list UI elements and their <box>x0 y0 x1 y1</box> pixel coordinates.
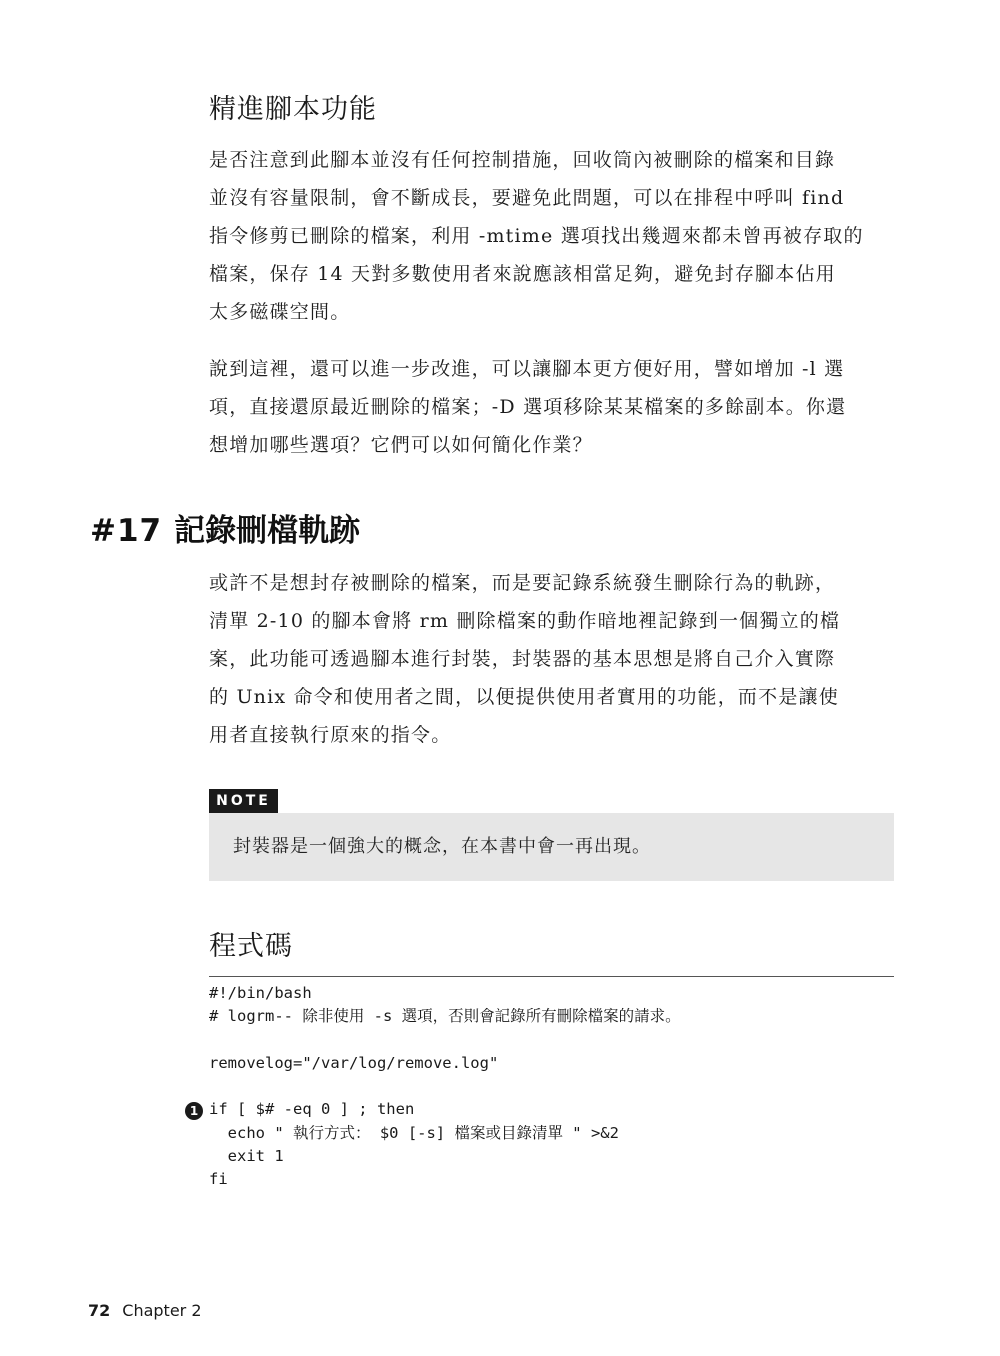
code-listing <box>209 982 894 1192</box>
code-line-blank <box>209 1029 894 1052</box>
code-line: fi <box>209 1170 228 1189</box>
note-box <box>209 813 894 881</box>
code-line: echo " 執行方式： $0 [-s] 檔案或目錄清單 " >&2 <box>209 1123 619 1142</box>
subsection-title: 精進腳本功能 <box>209 94 377 125</box>
text-line: 項，直接還原最近刪除的檔案；-D 選項移除某某檔案的多餘副本。你還 <box>209 396 847 418</box>
text-line: 是否注意到此腳本並沒有任何控制措施，回收筒內被刪除的檔案和目錄 <box>209 149 836 171</box>
section-number: #17 <box>90 513 163 549</box>
text-line: 清單 2-10 的腳本會將 rm 刪除檔案的動作暗地裡記錄到一個獨立的檔 <box>209 610 841 632</box>
divider <box>209 976 894 977</box>
text-line: 案，此功能可透過腳本進行封裝，封裝器的基本思想是將自己介入實際 <box>209 648 836 670</box>
text-line: 的 Unix 命令和使用者之間，以便提供使用者實用的功能，而不是讓使 <box>209 686 839 708</box>
callout-marker: 1 <box>185 1102 203 1120</box>
text-line: 指令修剪已刪除的檔案，利用 -mtime 選項找出幾週來都未曾再被存取的 <box>209 225 864 247</box>
paragraph-section-intro <box>209 564 894 754</box>
text-line: 太多磁碟空間。 <box>209 301 351 323</box>
page-number: 72 <box>88 1301 111 1320</box>
code-section-title: 程式碼 <box>209 931 293 962</box>
code-line: removelog="/var/log/remove.log" <box>209 1053 499 1072</box>
code-line: #!/bin/bash <box>209 984 312 1002</box>
text-line: 並沒有容量限制，會不斷成長，要避免此問題，可以在排程中呼叫 find <box>209 187 845 209</box>
code-line-blank <box>209 1075 894 1098</box>
paragraph-improve-1 <box>209 141 894 331</box>
code-line: if [ $# -eq 0 ] ; then <box>209 1100 415 1119</box>
text-line: 想增加哪些選項？它們可以如何簡化作業？ <box>209 434 593 456</box>
section-heading <box>90 511 360 551</box>
note-text: 封裝器是一個強大的概念，在本書中會一再出現。 <box>233 836 651 857</box>
section-title: 記錄刪檔軌跡 <box>174 513 361 549</box>
page-footer <box>88 1299 202 1323</box>
chapter-label: Chapter 2 <box>122 1301 202 1320</box>
paragraph-improve-2 <box>209 350 894 464</box>
code-line: exit 1 <box>209 1147 284 1166</box>
code-line: # logrm-- 除非使用 -s 選項，否則會記錄所有刪除檔案的請求。 <box>209 1007 681 1026</box>
text-line: 或許不是想封存被刪除的檔案，而是要記錄系統發生刪除行為的軌跡， <box>209 572 836 594</box>
text-line: 說到這裡，還可以進一步改進，可以讓腳本更方便好用，譬如增加 -l 選 <box>209 358 845 380</box>
note-label: NOTE <box>209 789 278 813</box>
text-line: 用者直接執行原來的指令。 <box>209 724 452 746</box>
text-line: 檔案，保存 14 天對多數使用者來說應該相當足夠，避免封存腳本佔用 <box>209 263 836 285</box>
